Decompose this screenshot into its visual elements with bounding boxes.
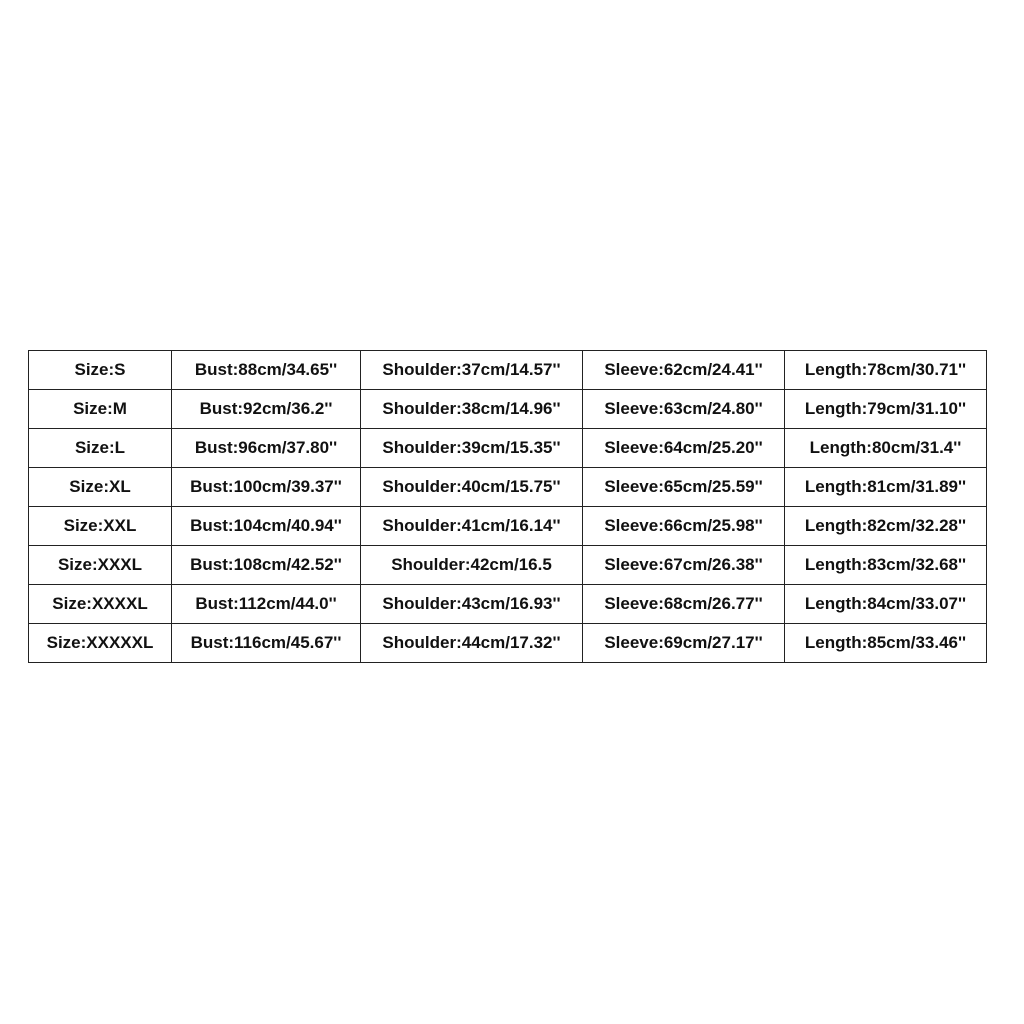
table-row (29, 546, 987, 585)
length-cell: Length:80cm/31.4'' (785, 429, 987, 468)
sleeve-cell: Sleeve:63cm/24.80'' (583, 390, 785, 429)
length-cell: Length:85cm/33.46'' (785, 624, 987, 663)
length-cell: Length:83cm/32.68'' (785, 546, 987, 585)
size-cell: Size:XXXL (29, 546, 172, 585)
sleeve-cell: Sleeve:64cm/25.20'' (583, 429, 785, 468)
bust-cell: Bust:100cm/39.37'' (172, 468, 361, 507)
bust-cell: Bust:108cm/42.52'' (172, 546, 361, 585)
table-row (29, 468, 987, 507)
length-cell: Length:79cm/31.10'' (785, 390, 987, 429)
length-cell: Length:84cm/33.07'' (785, 585, 987, 624)
table-row (29, 507, 987, 546)
sleeve-cell: Sleeve:65cm/25.59'' (583, 468, 785, 507)
table-row (29, 585, 987, 624)
bust-cell: Bust:112cm/44.0'' (172, 585, 361, 624)
sleeve-cell: Sleeve:62cm/24.41'' (583, 351, 785, 390)
size-cell: Size:S (29, 351, 172, 390)
sleeve-cell: Sleeve:69cm/27.17'' (583, 624, 785, 663)
size-chart-table (28, 350, 987, 663)
shoulder-cell: Shoulder:41cm/16.14'' (361, 507, 583, 546)
bust-cell: Bust:116cm/45.67'' (172, 624, 361, 663)
sleeve-cell: Sleeve:68cm/26.77'' (583, 585, 785, 624)
shoulder-cell: Shoulder:42cm/16.5 (361, 546, 583, 585)
length-cell: Length:78cm/30.71'' (785, 351, 987, 390)
length-cell: Length:82cm/32.28'' (785, 507, 987, 546)
shoulder-cell: Shoulder:38cm/14.96'' (361, 390, 583, 429)
size-cell: Size:M (29, 390, 172, 429)
shoulder-cell: Shoulder:40cm/15.75'' (361, 468, 583, 507)
length-cell: Length:81cm/31.89'' (785, 468, 987, 507)
sleeve-cell: Sleeve:66cm/25.98'' (583, 507, 785, 546)
shoulder-cell: Shoulder:44cm/17.32'' (361, 624, 583, 663)
shoulder-cell: Shoulder:43cm/16.93'' (361, 585, 583, 624)
table-row (29, 390, 987, 429)
bust-cell: Bust:96cm/37.80'' (172, 429, 361, 468)
sleeve-cell: Sleeve:67cm/26.38'' (583, 546, 785, 585)
bust-cell: Bust:104cm/40.94'' (172, 507, 361, 546)
size-cell: Size:XL (29, 468, 172, 507)
bust-cell: Bust:88cm/34.65'' (172, 351, 361, 390)
size-cell: Size:L (29, 429, 172, 468)
size-cell: Size:XXXXXL (29, 624, 172, 663)
shoulder-cell: Shoulder:37cm/14.57'' (361, 351, 583, 390)
size-cell: Size:XXL (29, 507, 172, 546)
table-row (29, 624, 987, 663)
table-row (29, 351, 987, 390)
table-row (29, 429, 987, 468)
size-cell: Size:XXXXL (29, 585, 172, 624)
bust-cell: Bust:92cm/36.2'' (172, 390, 361, 429)
shoulder-cell: Shoulder:39cm/15.35'' (361, 429, 583, 468)
